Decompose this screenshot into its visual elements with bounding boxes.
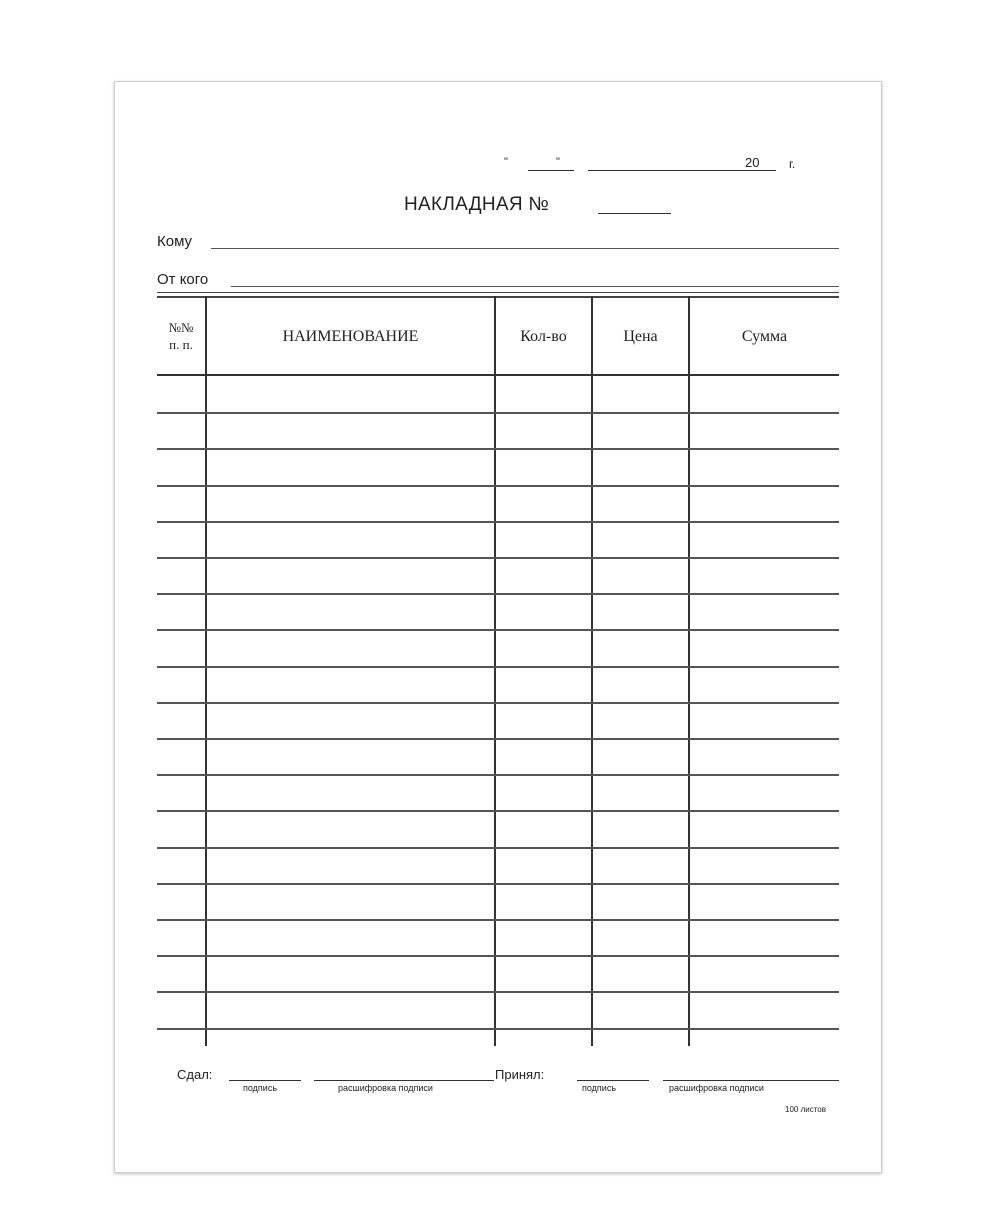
column-header-sum: Сумма [741, 328, 788, 345]
table-row-line [157, 593, 839, 595]
received-label: Принял: [495, 1067, 545, 1082]
column-header-name: НАИМЕНОВАНИЕ [282, 328, 419, 345]
document-title: НАКЛАДНАЯ № [404, 194, 550, 215]
table-row-line [157, 991, 839, 993]
date-quote-open: " [504, 156, 508, 168]
column-header-num-line1: №№ [168, 320, 194, 335]
table-row-line [157, 485, 839, 487]
date-quote-close: " [556, 156, 560, 168]
date-year-suffix: г. [789, 157, 796, 171]
column-header-num [157, 319, 205, 353]
table-row-line [157, 919, 839, 921]
table-row-line [157, 412, 839, 414]
document-number-line [598, 213, 671, 214]
gave-signature-caption: подпись [243, 1083, 278, 1093]
column-header-qty: Кол-во [520, 328, 567, 345]
invoice-sheet [114, 81, 882, 1173]
gave-signature-line [229, 1080, 301, 1081]
gave-decode-line [314, 1080, 494, 1081]
column-divider-name [494, 296, 496, 1046]
table-row-line [157, 629, 839, 631]
column-header-price: Цена [623, 328, 658, 345]
gave-label: Сдал: [177, 1067, 213, 1082]
column-divider-price [688, 296, 690, 1046]
gave-decode-caption: расшифровка подписи [338, 1083, 433, 1093]
table-row-line [157, 738, 839, 740]
date-month-line [588, 170, 776, 171]
from-label: От кого [157, 271, 209, 288]
to-line [211, 248, 839, 249]
from-line [231, 286, 839, 287]
received-signature-line [577, 1080, 649, 1081]
table-header-bottom [157, 374, 839, 376]
received-decode-line [663, 1080, 839, 1081]
table-row-line [157, 666, 839, 668]
table-row-line [157, 810, 839, 812]
received-decode-caption: расшифровка подписи [669, 1083, 764, 1093]
table-row-line [157, 448, 839, 450]
table-top-border [157, 292, 839, 293]
table-row-line [157, 847, 839, 849]
sheet-count: 100 листов [785, 1105, 826, 1114]
table-row-line [157, 521, 839, 523]
date-year-prefix: 20 [745, 155, 760, 170]
column-divider-num [205, 296, 207, 1046]
table-top-border-inner [157, 296, 839, 298]
column-divider-qty [591, 296, 593, 1046]
table-row-line [157, 1028, 839, 1030]
received-signature-caption: подпись [582, 1083, 617, 1093]
table-row-line [157, 702, 839, 704]
column-header-num-line2: п. п. [169, 337, 193, 352]
table-row-line [157, 774, 839, 776]
table-row-line [157, 883, 839, 885]
to-label: Кому [157, 233, 193, 250]
table-row-line [157, 955, 839, 957]
table-row-line [157, 557, 839, 559]
date-day-line [528, 170, 574, 171]
